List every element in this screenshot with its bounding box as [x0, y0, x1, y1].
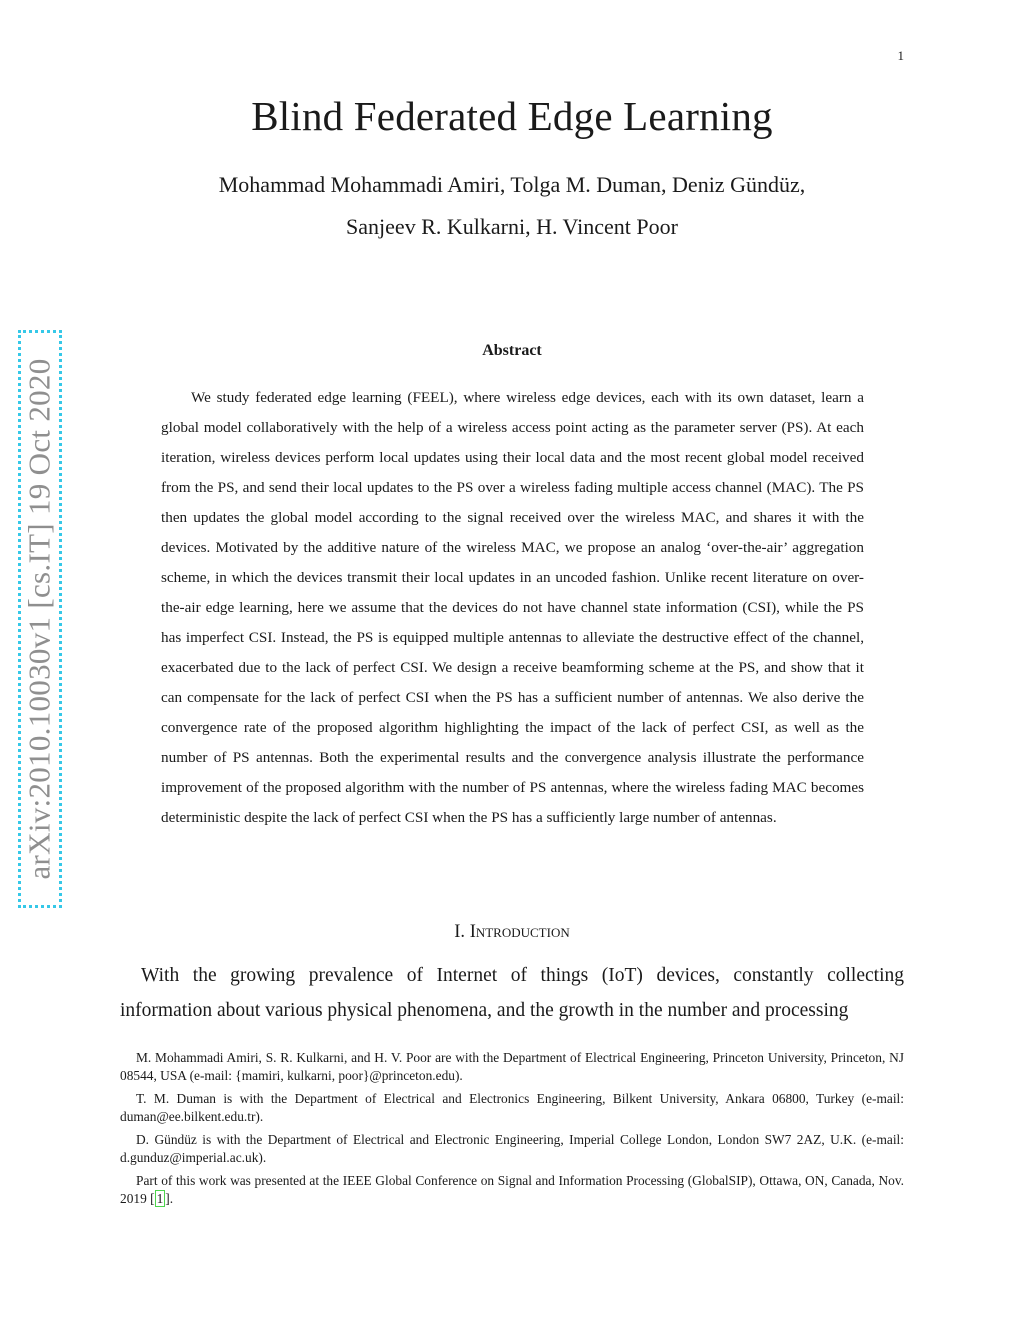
section-number: I.	[454, 922, 466, 942]
footnotes	[120, 1049, 904, 1213]
footnote-conference-note: Part of this work was presented at the IEEE Global Conference on Signal and Information Processing (GlobalSIP), Ottawa, ON, Canada, Nov. 2019 [ 1 ].	[120, 1173, 904, 1206]
section-title: Introduction	[469, 922, 570, 942]
abstract-heading: Abstract	[482, 342, 542, 359]
footnote-conference-text: Part of this work was presented at the IEEE Global Conference on Signal and Information Processing (GlobalSIP), Ottawa, ON, Canada, Nov. 2019	[120, 1173, 904, 1206]
paper-title: Blind Federated Edge Learning	[251, 93, 773, 139]
introduction-paragraph: With the growing prevalence of Internet of things (IoT) devices, constantly collecting information about various physical phenomena, and the growth in the number and processing	[120, 965, 904, 1021]
arxiv-identifier-stamp	[18, 330, 62, 908]
author-list-line-2: Sanjeev R. Kulkarni, H. Vincent Poor	[346, 214, 678, 239]
section-heading-introduction	[0, 922, 1024, 943]
footnote-affiliation-princeton: M. Mohammadi Amiri, S. R. Kulkarni, and H. V. Poor are with the Department of Electrical Engineering, Princeton University, Princeton, NJ 08544, USA (e-mail: {mamiri, kulkarni, poor}@princeton.edu).	[120, 1050, 904, 1083]
footnote-affiliation-imperial: D. Gündüz is with the Department of Electrical and Electronic Engineering, Imperial College London, London SW7 2AZ, U.K. (e-mail: d.gunduz@imperial.ac.uk).	[120, 1132, 904, 1165]
author-list-line-1: Mohammad Mohammadi Amiri, Tolga M. Duman, Deniz Gündüz,	[218, 172, 806, 197]
citation-link[interactable]: 1	[156, 1190, 164, 1206]
footnote-affiliation-bilkent: T. M. Duman is with the Department of Electrical and Electronics Engineering, Bilkent University, Ankara 06800, Turkey (e-mail: duman@ee.bilkent.edu.tr).	[120, 1091, 904, 1124]
footnote-conference-end: .	[169, 1190, 174, 1206]
page-number: 1	[897, 48, 904, 63]
abstract-body: We study federated edge learning (FEEL), where wireless edge devices, each with its own dataset, learn a global model collaboratively with the help of a wireless access point acting as the parameter server (PS). At each iteration, wireless devices perform local updates using their local data and the most recent global model received from the PS, and send their local updates to the PS over a wireless fading multiple access channel (MAC). The PS then updates the global model according to the signal received over the wireless MAC, and shares it with the devices. Motivated by the additive nature of the wireless MAC, we propose an analog ‘over-the-air’ aggregation scheme, in which the devices transmit their local updates in an uncoded fashion. Unlike recent literature on over-the-air edge learning, here we assume that the devices do not have channel state information (CSI), while the PS has imperfect CSI. Instead, the PS is equipped multiple antennas to alleviate the destructive effect of the channel, exacerbated due to the lack of perfect CSI. We design a receive beamforming scheme at the PS, and show that it can compensate for the lack of perfect CSI when the PS has a sufficient number of antennas. We also derive the convergence rate of the proposed algorithm highlighting the impact of the lack of perfect CSI, as well as the number of PS antennas. Both the experimental results and the convergence analysis illustrate the performance improvement of the proposed algorithm with the number of PS antennas, where the wireless fading MAC becomes deterministic despite the lack of perfect CSI when the PS has a sufficiently large number of antennas.	[161, 389, 864, 826]
arxiv-identifier-text: arXiv:2010.10030v1 [cs.IT] 19 Oct 2020	[22, 358, 57, 880]
